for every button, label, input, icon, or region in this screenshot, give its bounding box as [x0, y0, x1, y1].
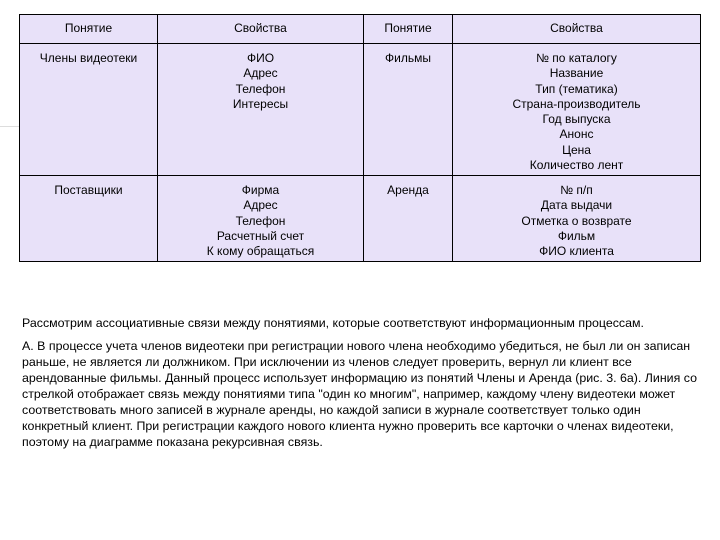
table-row [20, 176, 701, 262]
paragraph: А. В процессе учета членов видеотеки при регистрации нового члена необходимо убедиться, не был ли он записан раньше, не является ли должником. При исключении из членов следует проверить, вернул ли клиент все арендованные фильмы. Данный процесс использует информацию из понятий Члены и Аренда (рис. 3. 6а). Линия со стрелкой отображает связь между понятиями типа "один ко многим", например, каждому члену видеотеки может соответствовать много записей в журнале аренды, но каждой записи в журнале соответствует только один конкретный клиент. При регистрации каждого нового клиента нужно проверить все карточки о членах видеотеки, поэтому на диаграмме показана рекурсивная связь. [22, 339, 697, 449]
concept-cell: Поставщики [20, 176, 158, 262]
property: Цена [562, 142, 591, 157]
concept-cell: Аренда [364, 176, 453, 262]
property: Анонс [559, 127, 594, 142]
property: Телефон [235, 81, 286, 96]
property: Фирма [241, 183, 280, 197]
property: Телефон [235, 213, 286, 228]
property: ФИО клиента [539, 244, 614, 259]
property: Тип (тематика) [535, 81, 618, 96]
header-concept: Понятие [364, 15, 453, 44]
concepts-table [19, 14, 701, 262]
property: ФИО [246, 51, 275, 65]
properties-cell [158, 44, 364, 176]
property: Количество лент [529, 158, 624, 173]
property: Интересы [232, 96, 289, 111]
property: Название [549, 66, 604, 81]
body-text [22, 315, 702, 457]
property: Год выпуска [542, 112, 611, 127]
property: № по каталогу [536, 51, 617, 65]
property: № п/п [560, 183, 593, 197]
concept-cell: Члены видеотеки [20, 44, 158, 176]
property: Адрес [243, 198, 278, 213]
table-row [20, 44, 701, 176]
properties-cell [453, 44, 701, 176]
header-properties: Свойства [453, 15, 701, 44]
header-properties: Свойства [158, 15, 364, 44]
paragraph: Рассмотрим ассоциативные связи между понятиями, которые соответствуют информационным процессам. [22, 316, 644, 330]
concept-cell: Фильмы [364, 44, 453, 176]
table-header-row [20, 15, 701, 44]
property: Адрес [243, 66, 278, 81]
header-concept: Понятие [20, 15, 158, 44]
property: Фильм [557, 228, 596, 243]
property: Расчетный счет [216, 228, 305, 243]
properties-cell [158, 176, 364, 262]
decorative-line [0, 126, 19, 127]
property: К кому обращаться [206, 244, 315, 259]
property: Отметка о возврате [521, 213, 632, 228]
property: Страна-производитель [512, 96, 641, 111]
properties-cell [453, 176, 701, 262]
property: Дата выдачи [540, 198, 613, 213]
